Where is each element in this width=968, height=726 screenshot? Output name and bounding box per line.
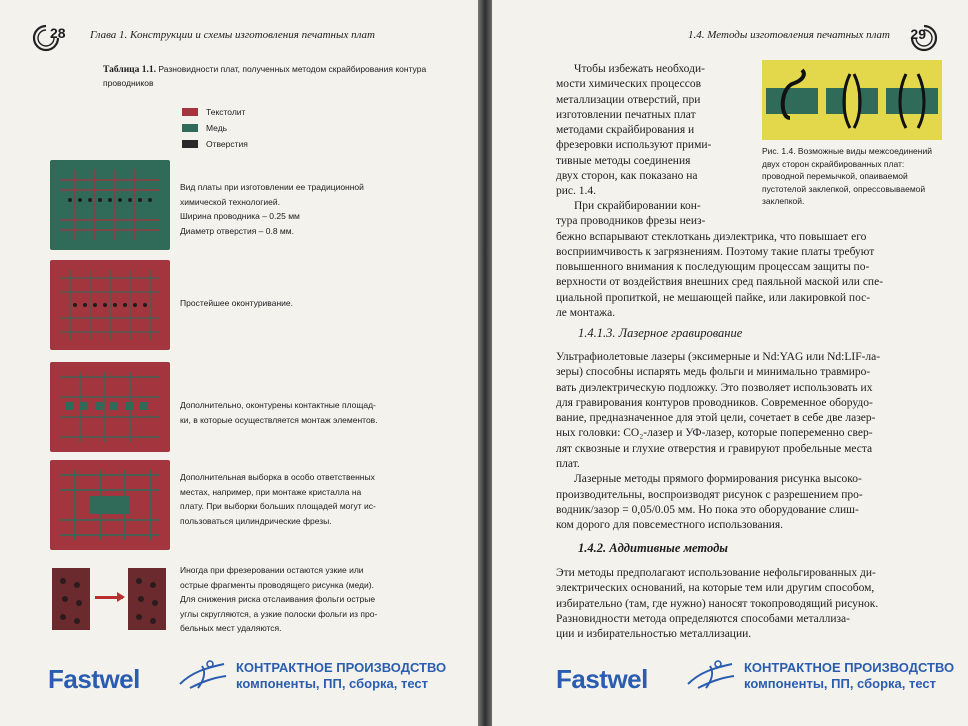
- text-line: восприимчивость к загрязнениям. Поэтому такие платы требуют: [556, 245, 875, 258]
- row-description-5: [180, 563, 440, 636]
- text-line: электрических оснований, на которые тем или другим способом,: [556, 582, 875, 595]
- text-line: мости химических процессов: [556, 78, 702, 91]
- legend-label: Медь: [206, 123, 228, 133]
- row-description-4: [180, 470, 440, 528]
- desc-line: Простейшее оконтуривание.: [180, 298, 293, 308]
- desc-line: углы скругляются, а узкие полоски фольги из про-: [180, 608, 378, 619]
- row-description-2: [180, 296, 440, 311]
- text-line: вать диэлектрическую подложку. Это позволяет использовать их: [556, 381, 873, 394]
- desc-line: Иногда при фрезеровании остаются узкие или: [180, 565, 364, 575]
- text-line: плат.: [556, 458, 580, 471]
- text-line: ле монтажа.: [556, 307, 616, 320]
- text-line: Ультрафиолетовые лазеры (эксимерные и Nd:YAG или Nd:LIF-ла-: [556, 351, 881, 363]
- figure-1-4-interconnects: [762, 60, 942, 140]
- text-line: производительны, воспроизводят рисунок с разрешением про-: [556, 488, 863, 501]
- desc-line: Дополнительная выборка в особо ответственных: [180, 472, 375, 482]
- desc-line: бельных мест удаляются.: [180, 623, 282, 633]
- text-line: тура проводников фрезы неиз-: [556, 215, 706, 228]
- section-additive-text: [556, 566, 942, 642]
- table-caption-text: Разновидности плат, полученных методом скрайбирования контура проводников: [103, 64, 427, 88]
- legend-item: [182, 120, 248, 136]
- pcb-detail-after: [128, 568, 166, 630]
- text-line: водник/зазор = 0,05/0.05 мм. Но пока это оборудование слиш-: [556, 503, 859, 516]
- text-line: металлизации отверстий, при: [556, 93, 701, 106]
- text-line: Разновидности метода определяются способами металлиза-: [556, 612, 850, 625]
- paragraph-2: [556, 199, 942, 321]
- text-line: циальной пропиткой, не мешающей пайке, или лакировкой пос-: [556, 291, 871, 304]
- legend-label: Текстолит: [206, 107, 246, 117]
- legend: [182, 104, 248, 152]
- text-line: тивные методы соединения: [556, 154, 691, 167]
- running-title: 1.4. Методы изготовления печатных плат: [688, 29, 890, 41]
- text-line: повышенного внимания к последующим процессам защиты по-: [556, 261, 870, 274]
- legend-swatch-holes: [182, 140, 198, 148]
- desc-line: пользоваться цилиндрические фрезы.: [180, 515, 332, 526]
- section-title-additive: 1.4.2. Аддитивные методы: [578, 541, 728, 555]
- row-description-3: [180, 398, 440, 427]
- legend-swatch-textolite: [182, 108, 198, 116]
- running-title: Глава 1. Конструкции и схемы изготовления печатных плат: [90, 29, 375, 41]
- text-line: вание, предназначенное для этой цели, сочетает в себе две лазер-: [556, 412, 876, 425]
- text-line: ции и избирательностью металлизации.: [556, 628, 752, 641]
- legend-swatch-copper: [182, 124, 198, 132]
- intro-paragraph: [556, 62, 744, 200]
- pcb-detail-before: [52, 568, 90, 630]
- page-number-swirl-icon: [908, 22, 940, 54]
- legend-item: [182, 136, 248, 152]
- desc-line: Ширина проводника – 0.25 мм: [180, 211, 300, 221]
- ad-line-2: компоненты, ПП, сборка, тест: [236, 676, 429, 691]
- text-line: для гравирования контуров проводников. Современное оборудо-: [556, 396, 873, 409]
- text-line: зеры) способны испарять медь фольги и минимально травмиро-: [556, 366, 871, 379]
- desc-line: Дополнительно, оконтурены контактные площад-: [180, 400, 376, 410]
- section-laser-text: [556, 350, 942, 534]
- text-line: бежно вспарывают стеклоткань диэлектрика, что повышает его: [556, 230, 867, 243]
- ad-line-1: КОНТРАКТНОЕ ПРОИЗВОДСТВО: [744, 660, 955, 675]
- desc-line: химической технологией.: [180, 196, 280, 207]
- desc-line: острые фрагменты проводящего рисунка (меди).: [180, 579, 374, 590]
- table-label: Таблица 1.1.: [103, 65, 157, 75]
- text-line: Чтобы избежать необходи-: [574, 63, 705, 75]
- ad-line-2: компоненты, ПП, сборка, тест: [744, 676, 937, 691]
- text-line: избирательно (там, где нужно) наносят токопроводящий рисунок.: [556, 597, 879, 610]
- fastwel-logo: Fastwel: [48, 664, 140, 694]
- left-page-header: [30, 22, 450, 48]
- pcb-image-selective-milling: [50, 460, 170, 550]
- desc-line: Для снижения риска отслаивания фольги острые: [180, 594, 376, 604]
- fastwel-logo: Fastwel: [556, 664, 648, 694]
- text-line: двух сторон, как показано на: [556, 170, 698, 183]
- page-number: 29: [910, 26, 926, 42]
- left-page: [0, 0, 478, 726]
- desc-line: ки, в которые осуществляется монтаж элементов.: [180, 414, 378, 425]
- section-title-laser: 1.4.1.3. Лазерное гравирование: [578, 326, 743, 340]
- desc-line: местах, например, при монтаже кристалла на: [180, 486, 362, 497]
- right-page-header: [520, 22, 940, 48]
- text-line: методами скрайбирования и: [556, 124, 695, 137]
- desc-line: плату. При выборки больших площадей могут ис-: [180, 501, 376, 511]
- arrow-icon: [95, 596, 123, 599]
- runner-figure-icon: [172, 658, 232, 694]
- runner-figure-icon: [680, 658, 740, 694]
- text-line: ных головки: CO₂-лазер и УФ-лазер, которые попеременно свер-: [556, 427, 873, 440]
- pcb-image-contact-pads: [50, 362, 170, 452]
- figure-caption: Рис. 1.4. Возможные виды межсоединений двух сторон скрайбированных плат: проводной перемычкой, опаиваемой пустотелой заклепкой, опрессовываемой заклепкой.: [762, 146, 932, 206]
- desc-line: Вид платы при изготовлении ее традиционной: [180, 182, 364, 192]
- pcb-image-traditional: [50, 160, 170, 250]
- text-line: лят сквозные и глухие отверстия и гравируют пробельные места: [556, 442, 873, 455]
- text-line: фрезеровки используют прими-: [556, 139, 712, 152]
- text-line: При скрайбировании кон-: [574, 200, 701, 212]
- legend-item: [182, 104, 248, 120]
- legend-label: Отверстия: [206, 139, 248, 149]
- text-line: верхности от воздействия внешних сред паяльной маской или спе-: [556, 276, 884, 289]
- ad-line-1: КОНТРАКТНОЕ ПРОИЗВОДСТВО: [236, 660, 447, 675]
- text-line: рис. 1.4.: [556, 185, 597, 198]
- text-line: Лазерные методы прямого формирования рисунка высоко-: [574, 473, 862, 486]
- page-number: 28: [50, 25, 66, 41]
- text-line: изготовлении печатных плат: [556, 108, 696, 121]
- text-line: Эти методы предполагают использование нефольгированных ди-: [556, 567, 876, 579]
- desc-line: Диаметр отверстия – 0.8 мм.: [180, 225, 294, 236]
- table-caption: [103, 63, 433, 90]
- pcb-image-simple-outline: [50, 260, 170, 350]
- text-line: ком дорого для повсеместного использования.: [556, 519, 784, 532]
- book-gutter: [478, 0, 492, 726]
- row-description-1: [180, 180, 440, 238]
